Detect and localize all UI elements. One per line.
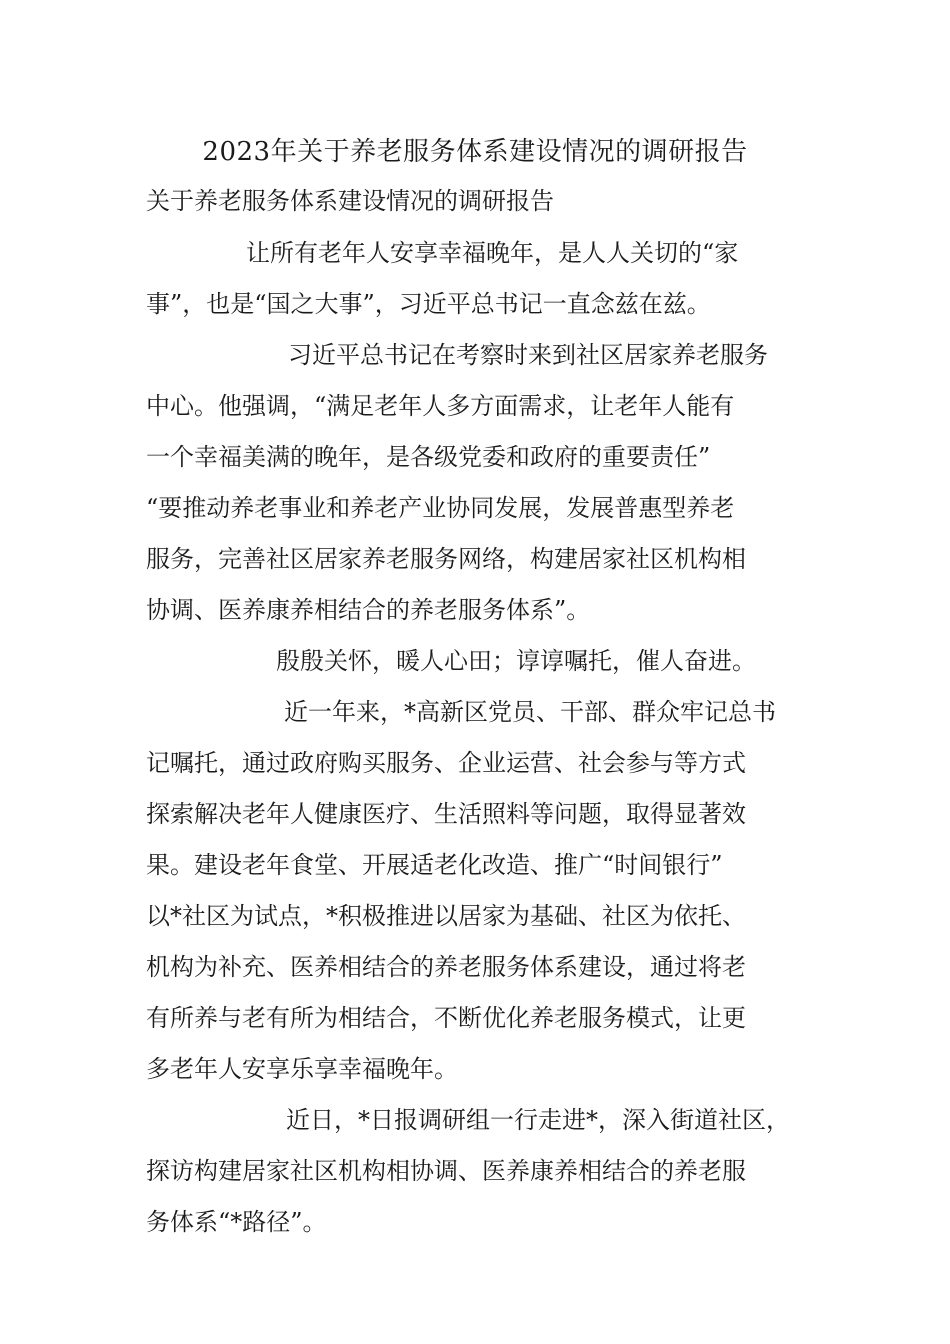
body-line: 近一年来，*高新区党员、干部、群众牢记总书 — [284, 698, 776, 726]
body-line: 习近平总书记在考察时来到社区居家养老服务 — [288, 341, 768, 369]
body-line: 一个幸福美满的晚年，是各级党委和政府的重要责任” — [146, 443, 711, 471]
body-line: 探访构建居家社区机构相协调、医养康养相结合的养老服 — [146, 1157, 746, 1185]
body-line: 以*社区为试点，*积极推进以居家为基础、社区为依托、 — [146, 902, 746, 930]
body-line: 务体系“*路径”。 — [146, 1208, 327, 1236]
body-line: 协调、医养康养相结合的养老服务体系”。 — [146, 596, 591, 624]
body-line: 中心。他强调，“满足老年人多方面需求，让老年人能有 — [146, 392, 735, 420]
document-subtitle: 关于养老服务体系建设情况的调研报告 — [146, 187, 554, 215]
body-line: 服务，完善社区居家养老服务网络，构建居家社区机构相 — [146, 545, 746, 573]
body-line: 探索解决老年人健康医疗、生活照料等问题，取得显著效 — [146, 800, 746, 828]
body-line: 记嘱托，通过政府购买服务、企业运营、社会参与等方式 — [146, 749, 746, 777]
document-title: 2023年关于养老服务体系建设情况的调研报告 — [202, 137, 748, 167]
body-line: 近日，*日报调研组一行走进*，深入街道社区， — [286, 1106, 790, 1134]
body-line: 殷殷关怀，暖人心田；谆谆嘱托，催人奋进。 — [276, 647, 756, 675]
body-line: 有所养与老有所为相结合，不断优化养老服务模式，让更 — [146, 1004, 746, 1032]
body-line: 机构为补充、医养相结合的养老服务体系建设，通过将老 — [146, 953, 746, 981]
body-line: 果。建设老年食堂、开展适老化改造、推广“时间银行” — [146, 851, 723, 879]
body-line: 多老年人安享乐享幸福晚年。 — [146, 1055, 458, 1083]
body-line: 事”，也是“国之大事”，习近平总书记一直念兹在兹。 — [146, 290, 711, 318]
body-line: 让所有老年人安享幸福晚年，是人人关切的“家 — [246, 239, 739, 267]
body-line: “要推动养老事业和养老产业协同发展，发展普惠型养老 — [146, 494, 735, 522]
